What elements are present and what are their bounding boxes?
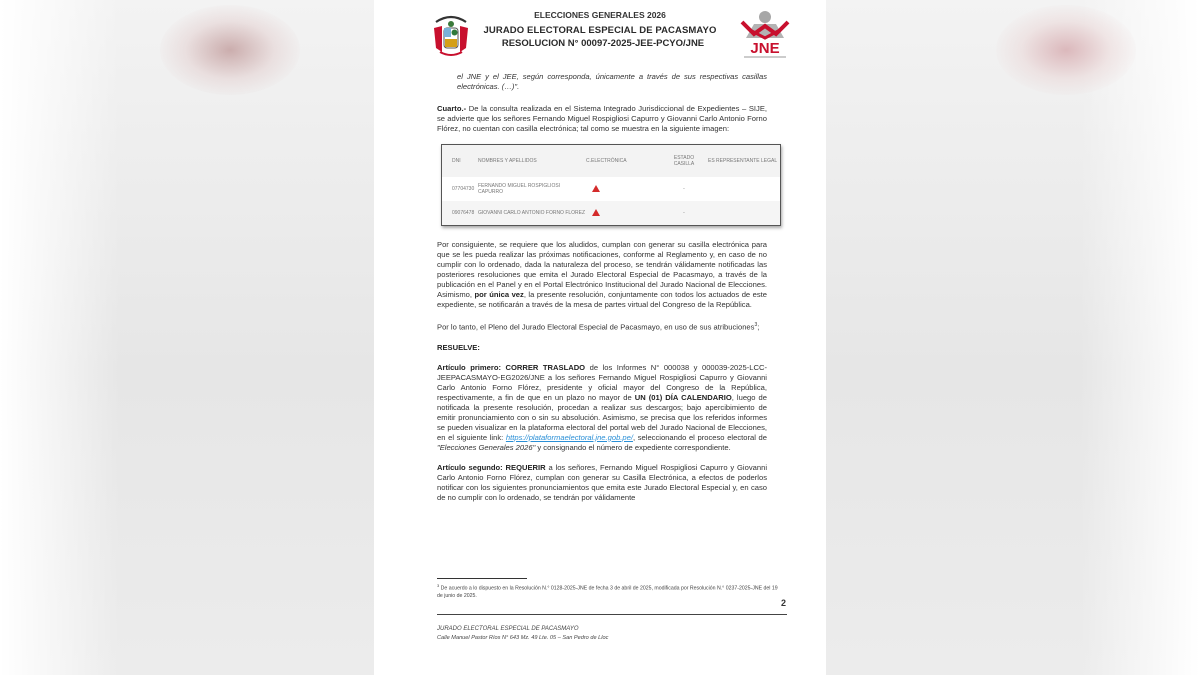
dni-cell: 09076478 xyxy=(452,210,475,216)
column-header: DNI xyxy=(452,158,461,164)
page-number: 2 xyxy=(781,598,787,608)
footnote-divider xyxy=(437,578,527,579)
table-header-row xyxy=(442,145,780,177)
column-header: ESTADO CASILLA xyxy=(673,155,695,167)
name-cell: FERNANDO MIGUEL ROSPIGLIOSI CAPURRO xyxy=(478,183,561,195)
sije-screenshot-table xyxy=(441,144,781,226)
header-election-title: ELECCIONES GENERALES 2026 xyxy=(534,10,666,20)
document-body xyxy=(437,72,778,513)
warning-icon xyxy=(592,209,600,216)
column-header: ES REPRESENTANTE LEGAL xyxy=(708,158,778,164)
column-header: NOMBRES Y APELLIDOS xyxy=(478,158,537,164)
footer-address: Calle Manuel Pastor Ríos N° 643 Mz. 49 Lte. 05 – San Pedro de Lloc xyxy=(437,635,609,641)
footer-divider xyxy=(437,614,787,615)
dni-cell: 07704730 xyxy=(452,186,475,192)
footer-institution: JURADO ELECTORAL ESPECIAL DE PACASMAYO xyxy=(437,626,579,632)
section-label: Cuarto.- xyxy=(437,104,467,113)
footnote: $^3$ De acuerdo a lo dispuesto en la Resolución N.° 0128-2025-JNE de fecha 3 de abril de 2025, modificada por Resolución N.° 0237-2025-JNE del 19 de junio de 2025. xyxy=(437,583,778,600)
articulo-primero: Artículo primero: CORRER TRASLADO de los Informes N° 000038 y 000039-2025-LCC-JEEPACASMAYO-EG2026/JNE a los señores Fernando Miguel Rospigliosi Capurro y Giovanni Carlo Antonio Forno Flórez, presidente y oficial mayor del Congreso de la República, respectivamente, a fin de que en un plazo no mayor de UN (01) DÍA CALENDARIO, luego de notificada la presente resolución, procedan a realizar sus descargos; bajo apercibimiento de emitir pronunciamiento con o sin su absolución. Asimismo, se precisa que los referidos informes se pueden visualizar en la plataforma electoral del portal web del Jurado Nacional de Elecciones, en el siguiente link: https://plataformaelectoral.jne.gob.pe/, seleccionando el proceso electoral de "Elecciones Generales 2026" y consignando el número de expediente correspondiente. xyxy=(437,362,767,452)
footnote-ref: 3 xyxy=(754,322,758,328)
warning-icon xyxy=(592,185,600,192)
jne-logo-icon xyxy=(736,8,794,60)
column-header: C.ELECTRÓNICA xyxy=(586,158,627,164)
quoted-text: el JNE y el JEE, según corresponda, únicamente a través de sus respectivas casillas electrónicas. (…)". xyxy=(457,72,767,91)
paragraph-consiguiente: Por consiguiente, se requiere que los aludidos, cumplan con generar su casilla electrónica para que se les pueda realizar las próximas notificaciones, conforme al Reglamento y, en caso de no cumplir con lo ordenado, dada la naturaleza del proceso, se tendrán válidamente notificadas las posteriores resoluciones que emita el Jurado Electoral Especial de Pacasmayo, a través de la publicación en el Panel y en el Portal Electrónico Institucional del Jurado Nacional de Elecciones. Asimismo, por única vez, la presente resolución, conjuntamente con todos los actuados de este expediente, se notificarán a través de la mesa de partes virtual del Congreso de la República. xyxy=(437,240,767,309)
blurred-background-left xyxy=(0,0,374,675)
blurred-logo-shape xyxy=(160,5,300,95)
paragraph-cuarto: Cuarto.- De la consulta realizada en el Sistema Integrado Jurisdiccional de Expedientes – SIJE, se advierte que los señores Fernando Miguel Rospigliosi Capurro y Giovanni Carlo Antonio Forno Flórez, no cuentan con casilla electrónica; tal como se muestra en la siguiente imagen: xyxy=(437,104,767,133)
estado-cell: - xyxy=(683,210,685,216)
svg-text:JNE: JNE xyxy=(750,40,780,57)
table-row xyxy=(442,177,780,201)
estado-cell: - xyxy=(683,186,685,192)
plataforma-electoral-link[interactable]: https://plataformaelectoral.jne.gob.pe/ xyxy=(505,432,633,442)
electronica-cell xyxy=(586,209,664,218)
blurred-background-right xyxy=(826,0,1200,675)
article-label: Artículo segundo: REQUERIR xyxy=(437,462,546,472)
document-header xyxy=(374,0,826,70)
electronica-cell xyxy=(586,185,664,194)
article-label: Artículo primero: CORRER TRASLADO xyxy=(437,362,586,372)
name-cell: GIOVANNI CARLO ANTONIO FORNO FLOREZ xyxy=(478,210,586,216)
resuelve-heading: RESUELVE: xyxy=(437,342,480,352)
articulo-segundo: Artículo segundo: REQUERIR a los señores, Fernando Miguel Rospigliosi Capurro y Giovanni Carlo Antonio Forno Flórez, cumplan con generar su Casilla Electrónica, a efectos de poderlos notificar con los siguientes pronunciamientos que emita este Jurado Electoral Especial y, en caso de no cumplir con lo ordenado, se tendrán por válidamente xyxy=(437,462,767,502)
document-page xyxy=(374,0,826,675)
paragraph-por-lo-tanto: Por lo tanto, el Pleno del Jurado Electoral Especial de Pacasmayo, en uso de sus atribuciones$^3$; xyxy=(437,322,760,332)
table-row xyxy=(442,201,780,225)
header-resolution-number: RESOLUCION N° 00097-2025-JEE-PCYO/JNE xyxy=(501,38,705,49)
blurred-logo-shape xyxy=(996,5,1136,95)
header-institution: JURADO ELECTORAL ESPECIAL DE PACASMAYO xyxy=(483,25,717,36)
